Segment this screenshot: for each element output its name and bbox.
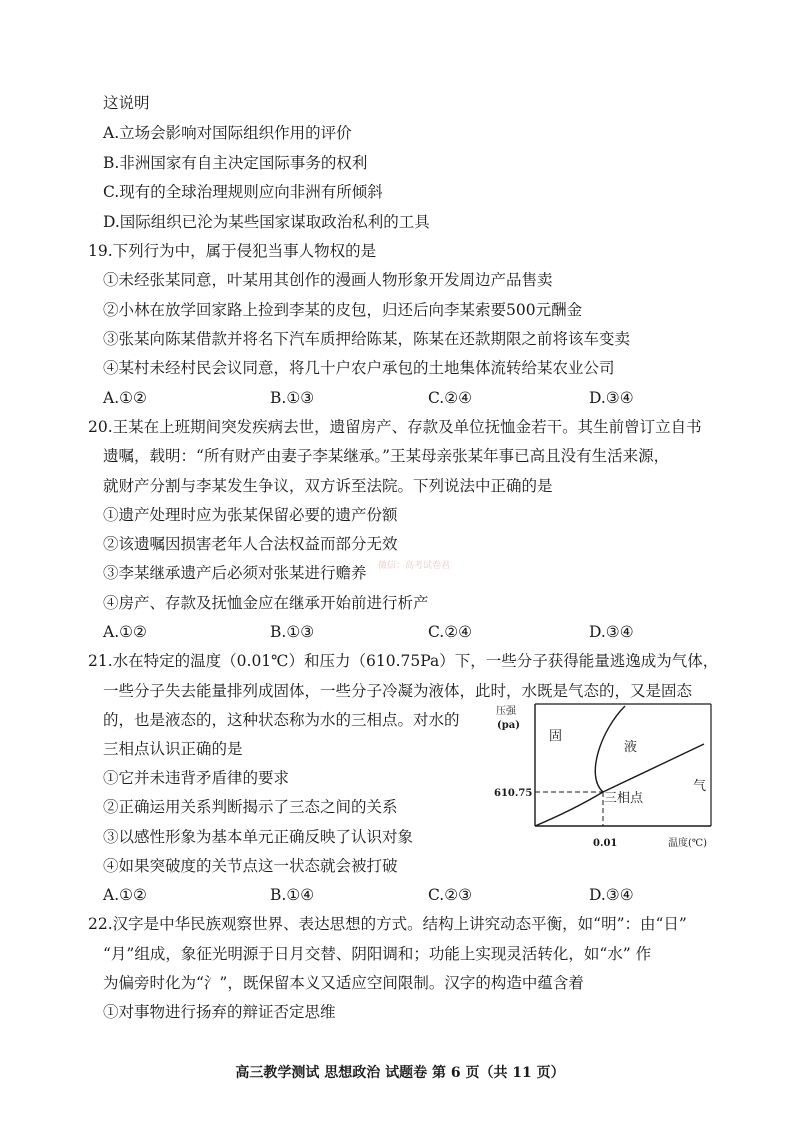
q21-stem-line-4: 三相点认识正确的是 [103,740,243,758]
q21-stem-line-1: 21.水在特定的温度（0.01℃）和压力（610.75Pa）下，一些分子获得能量逃逸成为气体， [88,652,719,670]
q21-item-4: ④如果突破度的关节点这一状态就会被打破 [103,857,398,875]
q19-item-4: ④某村未经村民会议同意，将几十户农户承包的土地集体流转给某农业公司 [103,359,615,377]
q18-option-a: A.立场会影响对国际组织作用的评价 [103,124,352,142]
q20-stem-line-3: 就财产分割与李某发生争议，双方诉至法院。下列说法中正确的是 [103,477,553,495]
q21-choice-d: D.③④ [589,886,634,904]
q20-stem-line-2: 遗嘱，载明：“所有财产由妻子李某继承。”王某母亲张某年事已高且没有生活来源， [103,447,670,465]
region-liquid-label: 液 [624,740,638,755]
q20-choice-b: B.①③ [270,623,315,641]
q20-item-1: ①遗产处理时应为张某保留必要的遗产份额 [103,506,398,524]
q19-item-3: ③张某向陈某借款并将名下汽车质押给陈某，陈某在还款期限之前将该车变卖 [103,330,631,348]
q19-stem: 19.下列行为中，属于侵犯当事人物权的是 [88,242,377,260]
q21-item-1: ①它并未违背矛盾律的要求 [103,769,290,787]
region-solid-label: 固 [549,729,563,744]
solid-gas-curve [535,792,603,826]
q20-item-2: ②该遗嘱因损害老年人合法权益而部分无效 [103,535,398,553]
y-axis-label-1: 压强 [496,706,516,717]
q19-choice-b: B.①③ [270,389,315,407]
q21-stem-line-2: 一些分子失去能量排列成固体，一些分子冷凝为液体，此时，水既是气态的，又是固态 [103,682,693,700]
q22-stem-line-3: 为偏旁时化为“氵”，既保留本义又适应空间限制。汉字的构造中蕴含着 [103,974,584,992]
q18-option-d: D.国际组织已沦为某些国家谋取政治私利的工具 [103,213,430,231]
q22-item-1: ①对事物进行扬弃的辩证否定思维 [103,1003,336,1021]
q19-choice-a: A.①② [103,389,147,407]
q20-choice-c: C.②④ [428,623,473,641]
q20-item-3: ③李某继承遗产后必须对张某进行赡养 [103,564,367,582]
q21-stem-line-3: 的，也是液态的，这种状态称为水的三相点。对水的 [103,711,460,729]
q21-choice-b: B.①④ [270,886,315,904]
q19-choices [103,388,683,408]
triple-point-label: 三相点 [604,791,644,806]
region-gas-label: 气 [693,779,707,794]
q20-choice-a: A.①② [103,623,147,641]
watermark: 微信：高考试卷君 [378,561,451,571]
q21-item-3: ③以感性形象为基本单元正确反映了认识对象 [103,828,414,846]
q20-choice-d: D.③④ [589,623,634,641]
q21-item-2: ②正确运用关系判断揭示了三态之间的关系 [103,798,398,816]
liquid-gas-curve [603,744,707,794]
q20-stem-line-1: 20.王某在上班期间突发疾病去世，遗留房产、存款及单位抚恤金若干。其生前曾订立自书 [88,418,702,436]
solid-liquid-curve [595,706,625,792]
q18-option-b: B.非洲国家有自主决定国际事务的权利 [103,154,368,172]
q21-choices [103,885,683,905]
q19-choice-d: D.③④ [589,389,634,407]
y-axis-label-2: (pa) [497,720,520,731]
q21-choice-c: C.②③ [428,886,473,904]
q20-item-4: ④房产、存款及抚恤金应在继承开始前进行析产 [103,594,429,612]
q19-item-2: ②小林在放学回家路上捡到李某的皮包，归还后向李某索要500元酬金 [103,301,583,319]
q19-choice-c: C.②④ [428,389,473,407]
page-footer: 高三教学测试 思想政治 试题卷 第 6 页（共 11 页） [235,1065,565,1081]
q19-item-1: ①未经张某同意，叶某用其创作的漫画人物形象开发周边产品售卖 [103,271,553,289]
q20-choices [103,622,683,642]
q18-stem-end: 这说明 [103,94,150,112]
x-axis-label: 温度(℃) [668,838,707,849]
q22-stem-line-1: 22.汉字是中华民族观察世界、表达思想的方式。结构上讲究动态平衡，如“明”：由“日” [88,915,687,933]
x-tick-label: 0.01 [593,838,618,849]
q21-choice-a: A.①② [103,886,147,904]
phase-diagram [493,694,713,852]
y-tick-label: 610.75 [494,788,533,799]
q18-option-c: C.现有的全球治理规则应向非洲有所倾斜 [103,183,383,201]
q22-stem-line-2: “月”组成，象征光明源于日月交替、阴阳调和；功能上实现灵活转化，如“水” 作 [103,945,652,963]
